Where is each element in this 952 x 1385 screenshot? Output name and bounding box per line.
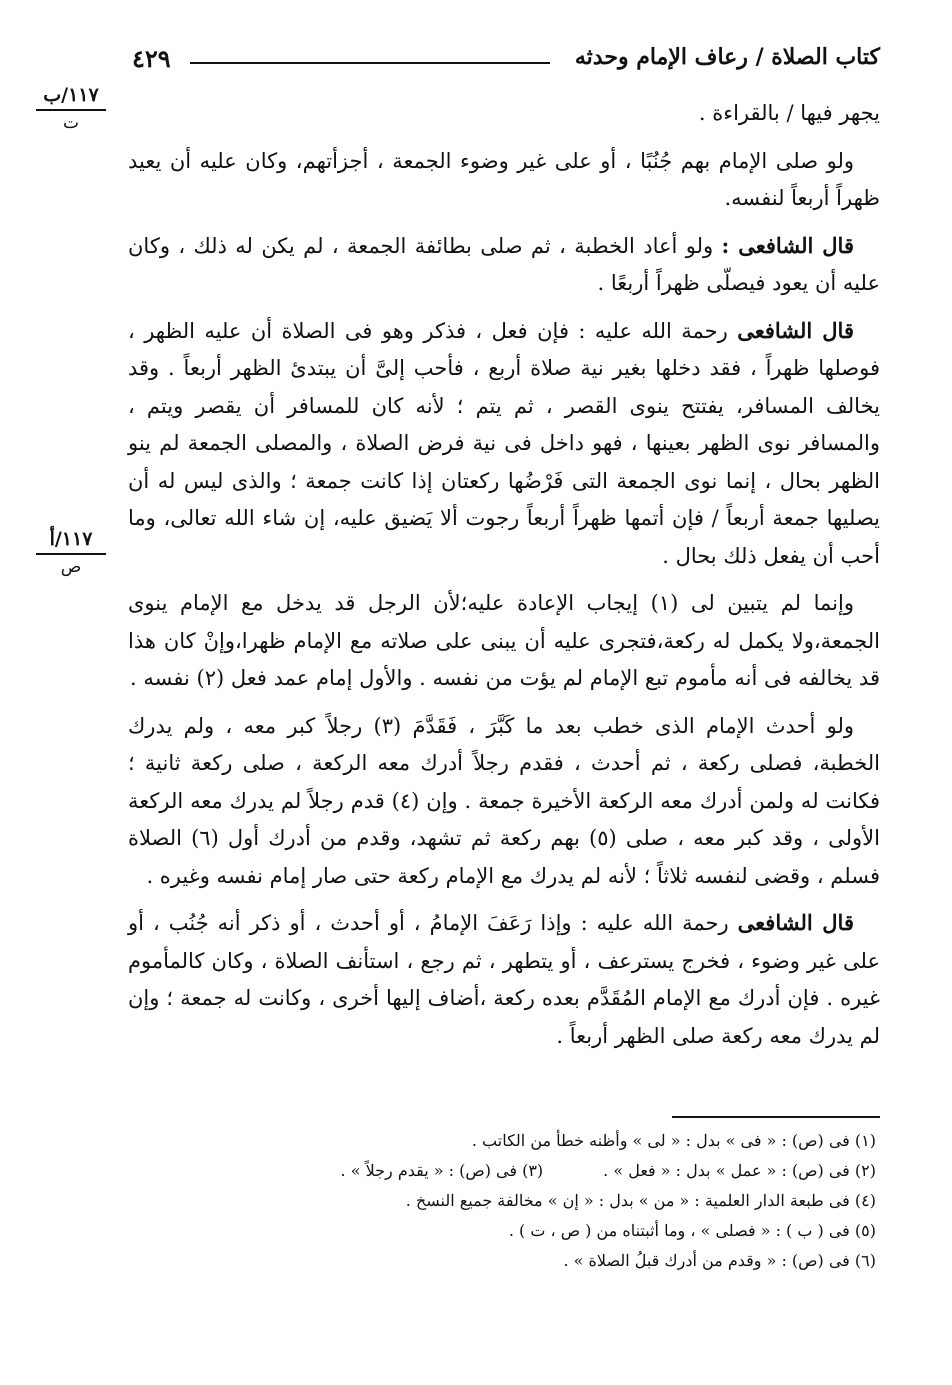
main-text	[128, 94, 880, 1064]
paragraph	[128, 312, 880, 576]
paragraph	[128, 584, 880, 698]
footnote: (٢) فى (ص) : « عمل » بدل : « فعل » .	[603, 1161, 876, 1180]
footnote: (٤) فى طبعة الدار العلمية : « من » بدل : « إن » مخالفة جميع النسخ .	[405, 1191, 876, 1210]
paragraph-text: ولو صلى الإمام بهم جُنُبًا ، أو على غير وضوء الجمعة ، أجزأتهم، وكان عليه أن يعيد ظهراً أربعاً لنفسه.	[128, 148, 880, 210]
footnote: (١) فى (ص) : « فى » بدل : « لى » وأظنه خطأ من الكاتب .	[471, 1131, 876, 1150]
page-number: ٤٢٩	[132, 44, 171, 73]
paragraph-text: رحمة الله عليه : وإذا رَعَفَ الإمامُ ، أو أحدث ، أو ذكر أنه جُنُب ، أو على غير وضوء ، فخرج يسترعف ، أو يتطهر ، ثم رجع ، استأنف الصلاة ، وكان كالمأموم غيره . فإن أدرك مع الإمام المُقَدَّم بعده ركعة ،أضاف إليها أخرى ، وكانت له جمعة ؛ وإن لم يدرك معه ركعة صلى الظهر أربعاً .	[128, 911, 880, 1048]
paragraph	[128, 227, 880, 303]
page-header	[128, 42, 880, 78]
footnote: (٦) فى (ص) : « وقدم من أدرك قبلُ الصلاة » .	[563, 1251, 876, 1270]
paragraph-lead: قال الشافعى	[737, 910, 854, 935]
footnote: (٣) فى (ص) : « يقدم رجلاً » .	[340, 1161, 544, 1180]
paragraph-text: يجهر فيها / بالقراءة .	[698, 101, 880, 125]
margin-note-folio: ١١٧/ب	[36, 84, 106, 111]
margin-note-2	[36, 528, 106, 577]
paragraph-text: وإنما لم يتبين لى (١) إيجاب الإعادة عليه؛لأن الرجل قد يدخل مع الإمام ينوى الجمعة،ولا يكمل له ركعة،فتجرى عليه أن يبنى على صلاته مع الإمام ظهرا،وإنْ كان هذا قد يخالفه فى أنه مأموم تبع الإمام لم يؤت من نفسه . والأول إمام عمد فعل (٢) نفسه .	[128, 591, 880, 690]
paragraph	[128, 142, 880, 218]
footnote-rule	[672, 1116, 880, 1118]
paragraph-text: رحمة الله عليه : فإن فعل ، فذكر وهو فى الصلاة أن عليه الظهر ، فوصلها ظهراً ، فقد دخلها بغير نية صلاة أربع ، فأحب إلىَّ أن يبتدئ الظهر أربعاً . وقد يخالف المسافر، يفتتح ينوى القصر ، ثم يتم ؛ لأنه كان للمسافر أن يقصر ويتم ، والمسافر نوى الظهر بعينها ، فهو داخل فى نية فرض الصلاة ، والمصلى الجمعة لم ينو الظهر بحال ، إنما نوى الجمعة التى فَرْضُها ركعتان إذا كانت جمعة ؛ والذى ليس له أن يصليها جمعة أربعاً / فإن أتمها ظهراً أربعاً رجوت ألا يَضيق عليه، إن شاء الله تعالى، وما أحب أن يفعل ذلك بحال .	[128, 318, 880, 568]
footnotes	[128, 1126, 876, 1276]
paragraph-lead: قال الشافعى :	[721, 232, 854, 258]
margin-note-folio: ١١٧/أ	[36, 528, 106, 555]
paragraph	[128, 904, 880, 1055]
paragraph	[128, 94, 880, 133]
header-rule	[190, 62, 550, 64]
margin-note-manuscript: ص	[60, 557, 82, 577]
margin-note-1	[36, 84, 106, 133]
paragraph-text: ولو أحدث الإمام الذى خطب بعد ما كَبَّرَ ، فَقَدَّمَ (٣) رجلاً كبر معه ، ولم يدرك الخطبة، فصلى ركعة ، ثم أحدث ، فقدم رجلاً أدرك معه الركعة ، صلى ركعة ثانية ؛ فكانت له ولمن أدرك معه الركعة الأخيرة جمعة . وإن (٤) قدم رجلاً لم يدرك معه الركعة الأولى ، وقد كبر معه ، صلى (٥) بهم ركعة ثم تشهد، وقدم من أدرك أول (٦) الصلاة فسلم ، وقضى لنفسه ثلاثاً ؛ لأنه لم يدرك مع الإمام ركعة حتى صار إمام نفسه وغيره .	[128, 713, 880, 888]
paragraph-lead: قال الشافعى	[737, 317, 854, 343]
paragraph	[128, 707, 880, 896]
running-title: كتاب الصلاة / رعاف الإمام وحدثه	[574, 44, 880, 70]
footnote: (٥) فى ( ب ) : « فصلى » ، وما أثبتناه من ( ص ، ت ) .	[508, 1221, 876, 1240]
paragraph-text: ولو أعاد الخطبة ، ثم صلى بطائفة الجمعة ، لم يكن له ذلك ، وكان عليه أن يعود فيصلّى ظهراً أربعًا .	[128, 233, 880, 295]
margin-note-manuscript: ت	[62, 113, 79, 133]
footnote-line	[128, 1156, 876, 1186]
